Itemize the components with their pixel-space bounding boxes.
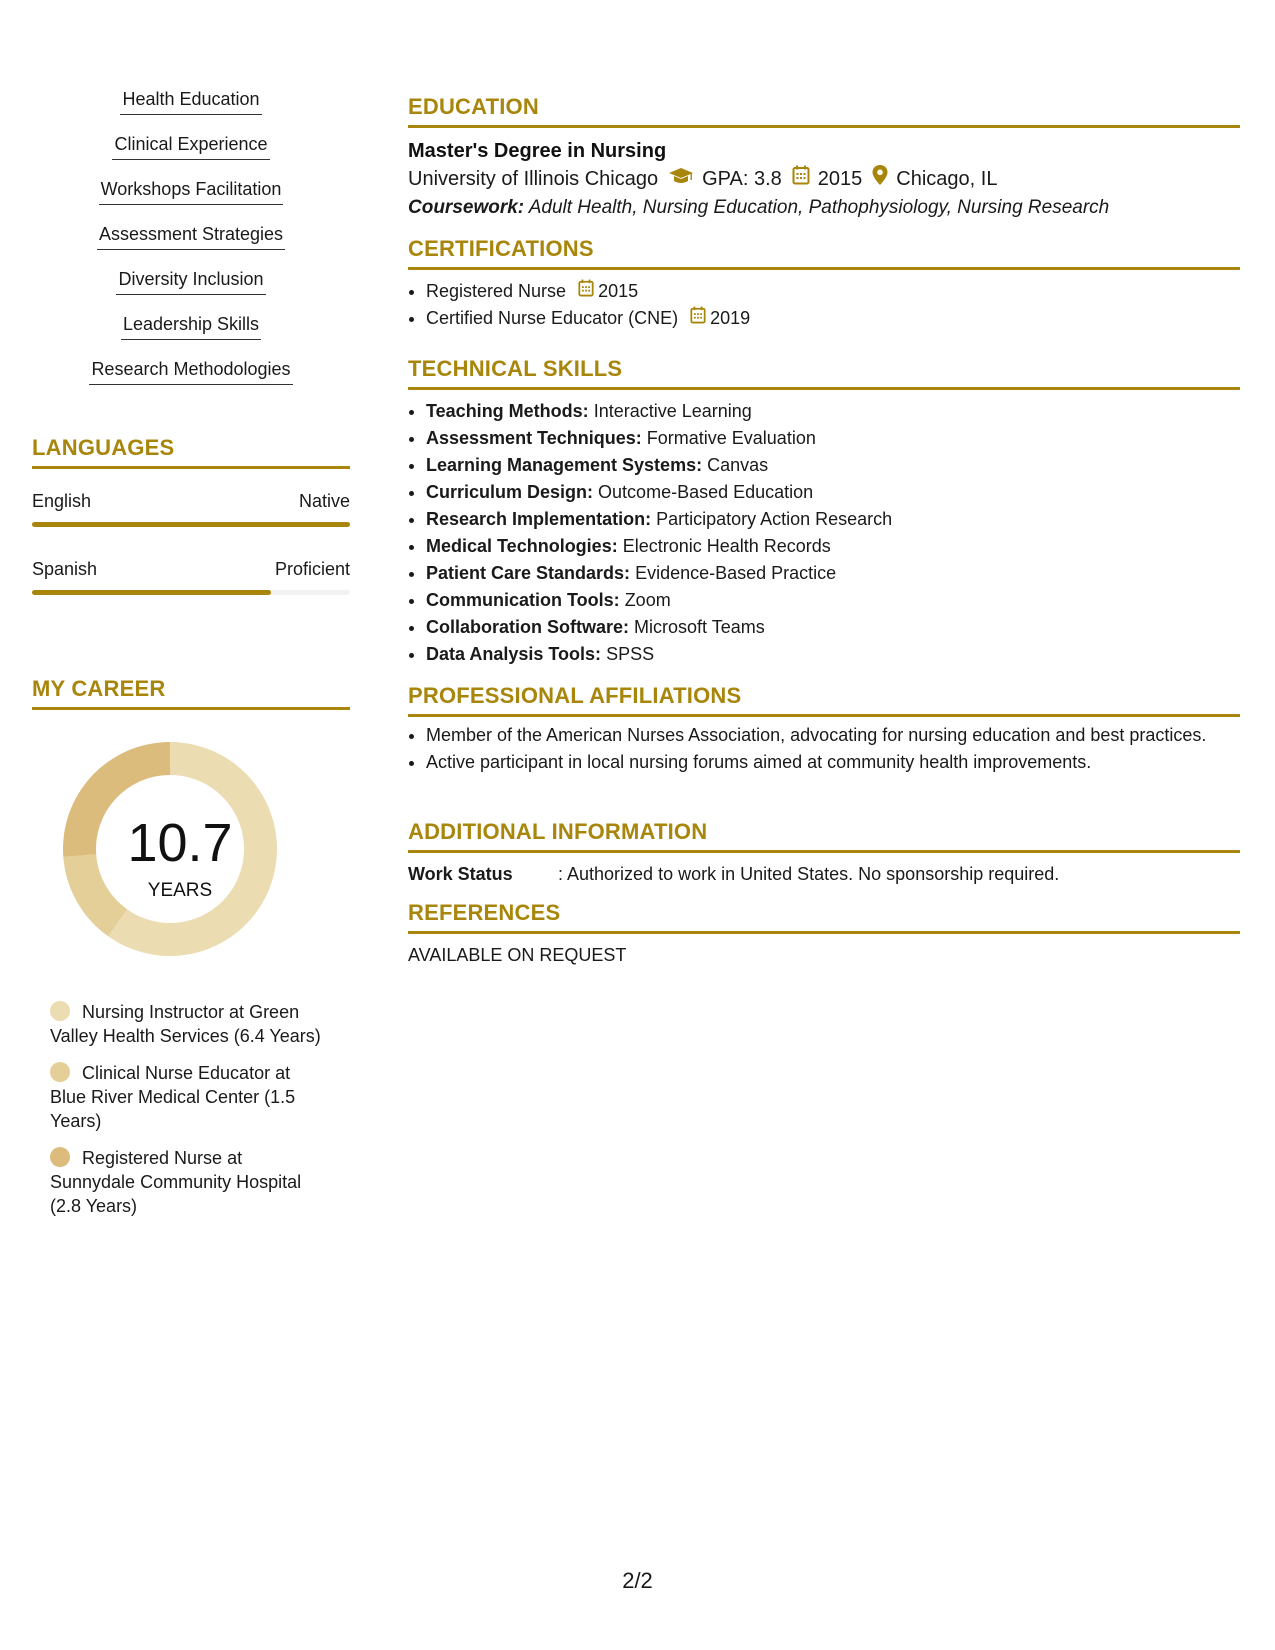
certifications-section — [408, 235, 1240, 332]
work-status — [408, 861, 1240, 887]
language-bar-fill — [32, 522, 350, 527]
technical-skills-list — [408, 398, 1240, 668]
certification-item — [426, 305, 1240, 332]
technical-skill-item — [426, 479, 1240, 506]
certification-year: 2015 — [598, 281, 639, 301]
references-section — [408, 899, 1240, 968]
coursework — [408, 194, 1240, 222]
coursework-label: Coursework: — [408, 197, 525, 218]
skill-category: Medical Technologies: — [426, 536, 618, 556]
affiliation-item: • Member of the American Nurses Association, advocating for nursing education and best practices. — [426, 723, 1240, 747]
skill-item — [32, 131, 350, 176]
language-bar — [32, 522, 350, 527]
calendar-icon — [578, 278, 594, 305]
skill-value: Microsoft Teams — [634, 617, 765, 637]
coursework-list: Adult Health, Nursing Education, Pathophysiology, Nursing Research — [528, 197, 1110, 218]
technical-skill-item — [426, 425, 1240, 452]
technical-skill-item — [426, 452, 1240, 479]
career-donut-chart — [32, 742, 350, 982]
skill-label: Leadership Skills — [121, 311, 261, 340]
skill-item — [32, 176, 350, 221]
certification-year: 2019 — [710, 308, 751, 328]
skill-category: Research Implementation: — [426, 509, 652, 529]
language-name: Spanish — [32, 559, 98, 579]
page-number: 2/2 — [622, 1568, 653, 1593]
technical-skill-item — [426, 506, 1240, 533]
skill-value: Evidence-Based Practice — [635, 563, 837, 583]
language-level: Native — [298, 491, 350, 511]
skills-list — [32, 86, 350, 401]
career-legend — [32, 1000, 325, 1231]
education-location: Chicago, IL — [896, 168, 998, 190]
graduation-cap-icon — [668, 164, 694, 194]
technical-skills-section — [408, 355, 1240, 668]
skill-category: Patient Care Standards: — [426, 563, 631, 583]
language-bar-fill — [32, 590, 271, 595]
technical-skill-item — [426, 641, 1240, 668]
affiliations-list — [408, 723, 1240, 774]
skill-label: Research Methodologies — [89, 356, 292, 385]
career-unit: YEARS — [147, 880, 213, 901]
references-title: REFERENCES — [408, 899, 1240, 934]
skill-value: Canvas — [707, 455, 769, 475]
education-section — [408, 93, 1240, 222]
skill-category: Curriculum Design: — [426, 482, 594, 502]
legend-label: Clinical Nurse Educator at Blue River Medical Center (1.5 Years) — [50, 1063, 296, 1131]
skill-value: Electronic Health Records — [622, 536, 831, 556]
languages-title: LANGUAGES — [32, 434, 350, 469]
legend-item — [32, 1000, 325, 1048]
technical-skill-item — [426, 533, 1240, 560]
skill-value: Formative Evaluation — [646, 428, 816, 448]
references-text: AVAILABLE ON REQUEST — [408, 945, 627, 965]
skill-item — [32, 311, 350, 356]
skill-label: Assessment Strategies — [97, 221, 285, 250]
technical-skills-title: TECHNICAL SKILLS — [408, 355, 1240, 390]
skill-label: Health Education — [120, 86, 261, 115]
legend-label: Nursing Instructor at Green Valley Health Services (6.4 Years) — [50, 1002, 321, 1046]
skill-item — [32, 266, 350, 311]
career-total: 10.7 — [127, 813, 233, 873]
technical-skill-item — [426, 614, 1240, 641]
technical-skill-item — [426, 560, 1240, 587]
affiliations-title: PROFESSIONAL AFFILIATIONS — [408, 682, 1240, 717]
additional-info-title: ADDITIONAL INFORMATION — [408, 818, 1240, 853]
skill-item — [32, 356, 350, 401]
technical-skill-item — [426, 587, 1240, 614]
language-bar — [32, 590, 350, 595]
certification-item — [426, 278, 1240, 305]
certifications-list — [408, 278, 1240, 332]
legend-item — [32, 1146, 325, 1218]
skill-item — [32, 221, 350, 266]
skill-value: Zoom — [624, 590, 671, 610]
skill-item — [32, 86, 350, 131]
skill-category: Assessment Techniques: — [426, 428, 642, 448]
skill-label: Workshops Facilitation — [99, 176, 284, 205]
skill-label: Diversity Inclusion — [116, 266, 265, 295]
work-status-label: Work Status — [408, 864, 513, 884]
degree-title: Master's Degree in Nursing — [408, 140, 667, 162]
skill-value: Outcome-Based Education — [598, 482, 814, 502]
calendar-icon — [792, 164, 810, 194]
graduation-year: 2015 — [817, 168, 863, 190]
skill-category: Collaboration Software: — [426, 617, 630, 637]
skill-value: SPSS — [606, 644, 655, 664]
legend-dot — [50, 1147, 70, 1167]
affiliations-section — [408, 682, 1240, 774]
skill-category: Communication Tools: — [426, 590, 620, 610]
education-details — [408, 164, 1240, 194]
work-status-value: : Authorized to work in United States. No sponsorship required. — [558, 864, 1060, 884]
languages-section — [32, 434, 350, 595]
calendar-icon — [690, 305, 706, 332]
certification-name: • Certified Nurse Educator (CNE) — [426, 308, 679, 328]
additional-info-section — [408, 818, 1240, 887]
skill-category: Data Analysis Tools: — [426, 644, 602, 664]
technical-skill-item — [426, 398, 1240, 425]
legend-item — [32, 1061, 325, 1133]
skill-label: Clinical Experience — [112, 131, 269, 160]
gpa: GPA: 3.8 — [702, 168, 782, 190]
skill-category: Learning Management Systems: — [426, 455, 703, 475]
language-row — [32, 557, 350, 595]
location-pin-icon — [872, 164, 888, 194]
skill-value: Interactive Learning — [593, 401, 752, 421]
education-title: EDUCATION — [408, 93, 1240, 128]
legend-dot — [50, 1062, 70, 1082]
language-level: Proficient — [274, 559, 350, 579]
career-section — [32, 675, 350, 710]
affiliation-item: • Active participant in local nursing forums aimed at community health improvements. — [426, 750, 1240, 774]
legend-label: Registered Nurse at Sunnydale Community Hospital (2.8 Years) — [50, 1148, 302, 1216]
school-name: University of Illinois Chicago — [408, 168, 659, 190]
language-name: English — [32, 491, 92, 511]
certification-name: • Registered Nurse — [426, 281, 567, 301]
career-title: MY CAREER — [32, 675, 350, 710]
language-row — [32, 489, 350, 527]
skill-value: Participatory Action Research — [656, 509, 893, 529]
certifications-title: CERTIFICATIONS — [408, 235, 1240, 270]
legend-dot — [50, 1001, 70, 1021]
skill-category: Teaching Methods: — [426, 401, 589, 421]
